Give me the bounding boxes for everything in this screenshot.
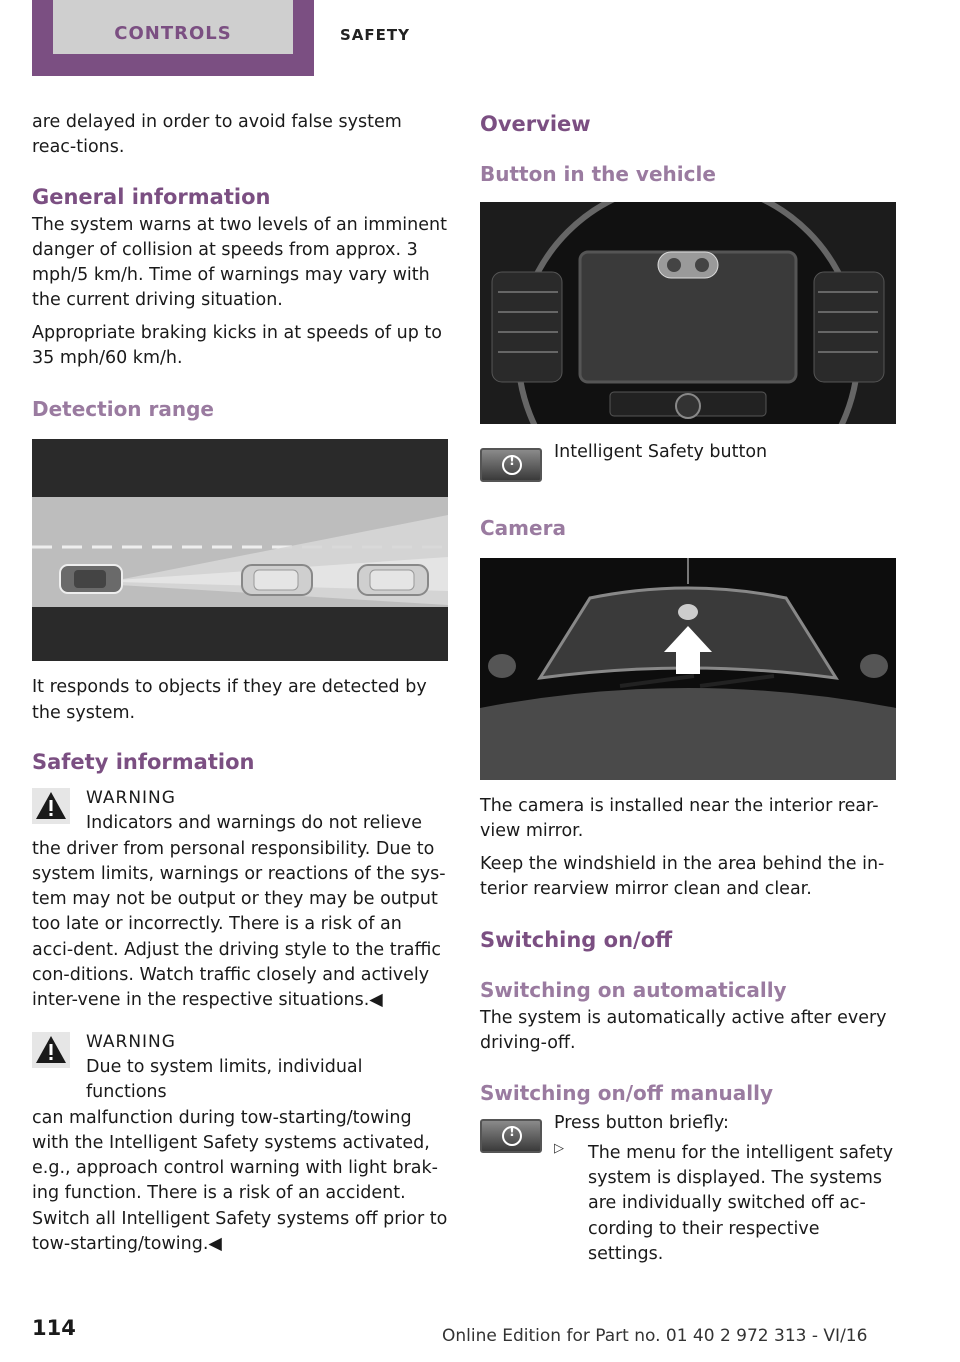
windshield-camera-illustration: [480, 558, 896, 780]
target-car-icon: [242, 565, 312, 595]
button-caption-row: [480, 440, 896, 490]
detection-range-heading: Detection range: [32, 397, 214, 422]
header-section-title: SAFETY: [340, 26, 410, 44]
manual-paragraph: Press button briefly:: [554, 1112, 729, 1133]
bullet-item: [554, 1141, 896, 1267]
bullet-arrow-icon: ▷: [554, 1140, 564, 1156]
dashboard-illustration: [480, 202, 896, 424]
warning-1-first-line: Indicators and warnings do not relieve: [86, 813, 423, 834]
detection-range-figure: [32, 439, 448, 661]
auto-paragraph: The system is automatically active after every driving-off.: [480, 1008, 887, 1054]
detection-caption: It responds to objects if they are detected by the system.: [32, 677, 427, 723]
warning-block: [32, 1030, 448, 1258]
left-column: [32, 110, 448, 1257]
header-tab-label: CONTROLS: [53, 0, 293, 54]
warning-block: [32, 786, 448, 1014]
manual-instructions: [480, 1111, 896, 1264]
header-tab: [32, 0, 314, 76]
switching-heading: Switching on/off: [480, 928, 673, 953]
switching-on-automatically-heading: Switching on automatically: [480, 978, 787, 1003]
button-in-vehicle-heading: Button in the vehicle: [480, 162, 716, 186]
warning-label: WARNING: [86, 1031, 176, 1052]
button-caption: Intelligent Safety button: [554, 442, 768, 462]
warning-2-text: can malfunction during tow-starting/towing with the Intelligent Safety systems activated, e.g., approach control warning with light brak-ing function. There is a risk of an accident. Switch all Intelligent Safety systems off prior to tow-starting/towing.◀: [32, 1107, 448, 1255]
intro-paragraph: are delayed in order to avoid false system reac-tions.: [32, 112, 402, 158]
right-column: [480, 110, 896, 1264]
warning-1-text: the driver from personal responsibility. Due to system limits, warnings or reactions of the sys-tem may not be output or they may be output too late or incorrectly. There is a risk of an acci-dent. Adjust the driving style to the traffic con-ditions. Watch traffic closely and actively inter-vene in the respective situations.◀: [32, 838, 446, 1011]
edition-footer: Online Edition for Part no. 01 40 2 972 313 - VI/16: [442, 1326, 868, 1346]
warning-triangle-icon: [32, 788, 70, 824]
ego-car-icon: [60, 565, 122, 593]
detection-range-illustration: [32, 439, 448, 661]
warning-2-first-line: Due to system limits, individual functions: [86, 1056, 363, 1103]
warning-label: WARNING: [86, 787, 176, 808]
safety-information-heading: Safety information: [32, 749, 255, 774]
overview-heading: Overview: [480, 112, 591, 136]
camera-paragraph-2: Keep the windshield in the area behind the in-terior rearview mirror clean and clear.: [480, 853, 885, 899]
camera-heading: Camera: [480, 516, 566, 540]
bullet-text: The menu for the intelligent safety system is displayed. The systems are individually switched off ac-cording to their respective settings.: [588, 1142, 894, 1264]
button-in-vehicle-figure: [480, 202, 896, 424]
target-car-icon: [358, 565, 428, 595]
warning-triangle-icon: [32, 1032, 70, 1068]
general-paragraph-1: The system warns at two levels of an imminent danger of collision at speeds from approx. 3 mph/5 km/h. Time of warnings may vary with the current driving situation.: [32, 214, 447, 311]
general-information-heading: General information: [32, 184, 271, 209]
general-paragraph-2: Appropriate braking kicks in at speeds of up to 35 mph/60 km/h.: [32, 322, 442, 369]
camera-figure: [480, 558, 896, 780]
switching-manually-heading: Switching on/off manually: [480, 1080, 774, 1105]
intelligent-safety-button-icon: [480, 448, 542, 482]
page-number: 114: [32, 1316, 76, 1340]
intelligent-safety-button-icon: [480, 1119, 542, 1153]
camera-paragraph-1: The camera is installed near the interior rear-view mirror.: [480, 796, 879, 842]
